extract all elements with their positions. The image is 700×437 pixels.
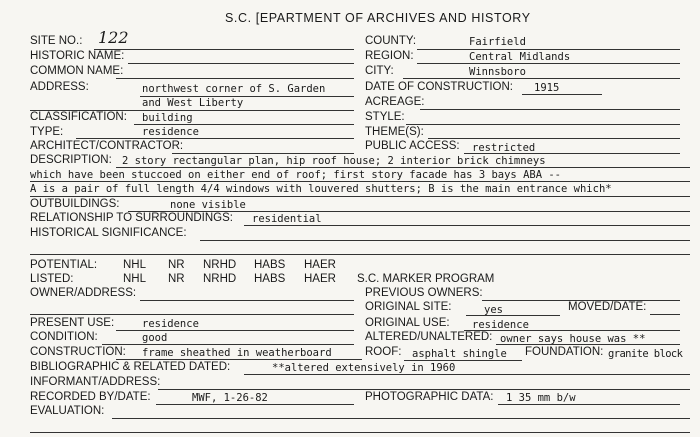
historical-significance-label: HISTORICAL SIGNIFICANCE: [30, 227, 187, 239]
moved-date-line [650, 314, 680, 315]
photographic-label: PHOTOGRAPHIC DATA: [365, 391, 494, 403]
relationship-value: residential [252, 213, 322, 225]
original-use-line [464, 330, 680, 331]
historical-significance-line [200, 240, 690, 241]
potential-nrhd: NRHD [203, 259, 237, 271]
marker-program-label: S.C. MARKER PROGRAM [357, 273, 495, 285]
altered-value: owner says house was ** [500, 333, 646, 345]
architect-label: ARCHITECT/CONTRACTOR: [30, 140, 184, 152]
relationship-line [244, 225, 690, 226]
style-line [406, 124, 680, 125]
description-line3: A is a pair of full length 4/4 windows with louvered shutters; B is the main entrance which* [30, 183, 612, 195]
common-name-line [116, 78, 354, 79]
outbuildings-value: none visible [170, 199, 246, 211]
original-use-value: residence [472, 319, 529, 331]
description-line2: which have been stuccoed on either end of roof; first story facade has 3 bays ABA -- [30, 169, 562, 181]
county-value: Fairfield [469, 36, 526, 48]
condition-line [102, 344, 354, 345]
recorded-by-line [156, 404, 354, 405]
original-site-value: yes [484, 304, 503, 316]
potential-label: POTENTIAL: [30, 259, 98, 271]
region-label: REGION: [365, 50, 414, 62]
informant-line [158, 389, 690, 390]
description-line3-rule [30, 196, 690, 197]
roof-value: asphalt shingle [412, 348, 507, 360]
original-use-label: ORIGINAL USE: [365, 317, 450, 329]
city-label: CITY: [365, 65, 394, 77]
previous-owners-label: PREVIOUS OWNERS: [365, 287, 483, 299]
type-value: residence [142, 126, 199, 138]
historic-name-line [128, 63, 354, 64]
listed-habs: HABS [254, 273, 286, 285]
construction-value: frame sheathed in weatherboard [142, 347, 332, 359]
roof-line [404, 360, 522, 361]
type-line [76, 138, 354, 139]
site-no-label: SITE NO.: [30, 35, 83, 47]
site-no-value: 122 [98, 28, 129, 47]
foundation-value: granite block [608, 348, 683, 360]
architect-line [172, 153, 354, 154]
listed-nr: NR [168, 273, 185, 285]
evaluation-label: EVALUATION: [30, 405, 105, 417]
acreage-label: ACREAGE: [365, 96, 425, 108]
construction-line [116, 359, 362, 360]
potential-haer: HAER [304, 259, 336, 271]
original-site-label: ORIGINAL SITE: [365, 301, 452, 313]
description-label: DESCRIPTION: [30, 154, 112, 166]
page-title: S.C. [EPARTMENT OF ARCHIVES AND HISTORY [225, 11, 531, 25]
evaluation-extra-line [30, 432, 690, 433]
public-access-line [464, 153, 680, 154]
address-line2-value: and West Liberty [142, 97, 244, 109]
city-value: Winnsboro [469, 66, 526, 78]
recorded-by-value: MWF, 1-26-82 [192, 392, 268, 404]
potential-nhl: NHL [123, 259, 147, 271]
site-no-line [94, 49, 354, 50]
city-line [403, 78, 680, 79]
owner-address-label: OWNER/ADDRESS: [30, 287, 137, 299]
acreage-line [420, 109, 680, 110]
photographic-line [498, 404, 680, 405]
original-site-line [466, 315, 560, 316]
region-value: Central Midlands [469, 51, 571, 63]
photographic-value: 1 35 mm b/w [506, 392, 576, 404]
public-access-label: PUBLIC ACCESS: [365, 140, 460, 152]
listed-nhl: NHL [123, 273, 147, 285]
potential-nr: NR [168, 259, 185, 271]
significance-extra-line [30, 254, 690, 255]
owner-address-extra-line [30, 314, 354, 315]
construction-label: CONSTRUCTION: [30, 346, 126, 358]
date-construction-value: 1915 [534, 82, 560, 94]
evaluation-line [112, 418, 690, 419]
altered-label: ALTERED/UNALTERED: [365, 331, 493, 343]
type-label: TYPE: [30, 126, 64, 138]
moved-date-label: MOVED/DATE: [568, 301, 647, 313]
owner-address-line [140, 300, 354, 301]
public-access-value: restricted [472, 142, 536, 154]
common-name-label: COMMON NAME: [30, 65, 124, 77]
date-construction-label: DATE OF CONSTRUCTION: [365, 81, 514, 93]
recorded-by-label: RECORDED BY/DATE: [30, 391, 151, 403]
bibliographic-line [244, 374, 690, 375]
altered-line [496, 344, 680, 345]
present-use-label: PRESENT USE: [30, 317, 115, 329]
listed-haer: HAER [304, 273, 336, 285]
county-label: COUNTY: [365, 35, 417, 47]
classification-value: building [142, 112, 193, 124]
region-line [417, 63, 680, 64]
historic-name-label: HISTORIC NAME: [30, 50, 125, 62]
listed-nrhd: NRHD [203, 273, 237, 285]
present-use-value: residence [142, 318, 199, 330]
classification-label: CLASSIFICATION: [30, 111, 127, 123]
themes-line [428, 138, 680, 139]
date-construction-line [522, 94, 602, 95]
style-label: STYLE: [365, 111, 405, 123]
condition-label: CONDITION: [30, 331, 98, 343]
address-label: ADDRESS: [30, 81, 89, 93]
listed-label: LISTED: [30, 273, 74, 285]
description-line2-rule [30, 181, 690, 182]
outbuildings-label: OUTBUILDINGS: [30, 198, 120, 210]
bibliographic-label: BIBLIOGRAPHIC & RELATED DATED: [30, 361, 231, 373]
present-use-line [116, 330, 354, 331]
address-line1-value: northwest corner of S. Garden [142, 83, 326, 95]
informant-label: INFORMANT/ADDRESS: [30, 376, 161, 388]
classification-line [134, 124, 354, 125]
foundation-label: FOUNDATION: [525, 346, 604, 358]
condition-value: good [142, 332, 168, 344]
description-line1: 2 story rectangular plan, hip roof house; 2 interior brick chimneys [122, 155, 546, 167]
roof-label: ROOF: [365, 346, 402, 358]
description-line1-rule [116, 167, 690, 168]
themes-label: THEME(S): [365, 126, 424, 138]
potential-habs: HABS [254, 259, 286, 271]
county-line [417, 49, 680, 50]
relationship-label: RELATIONSHIP TO SURROUNDINGS: [30, 212, 233, 224]
bibliographic-value: **altered extensively in 1960 [272, 362, 456, 374]
